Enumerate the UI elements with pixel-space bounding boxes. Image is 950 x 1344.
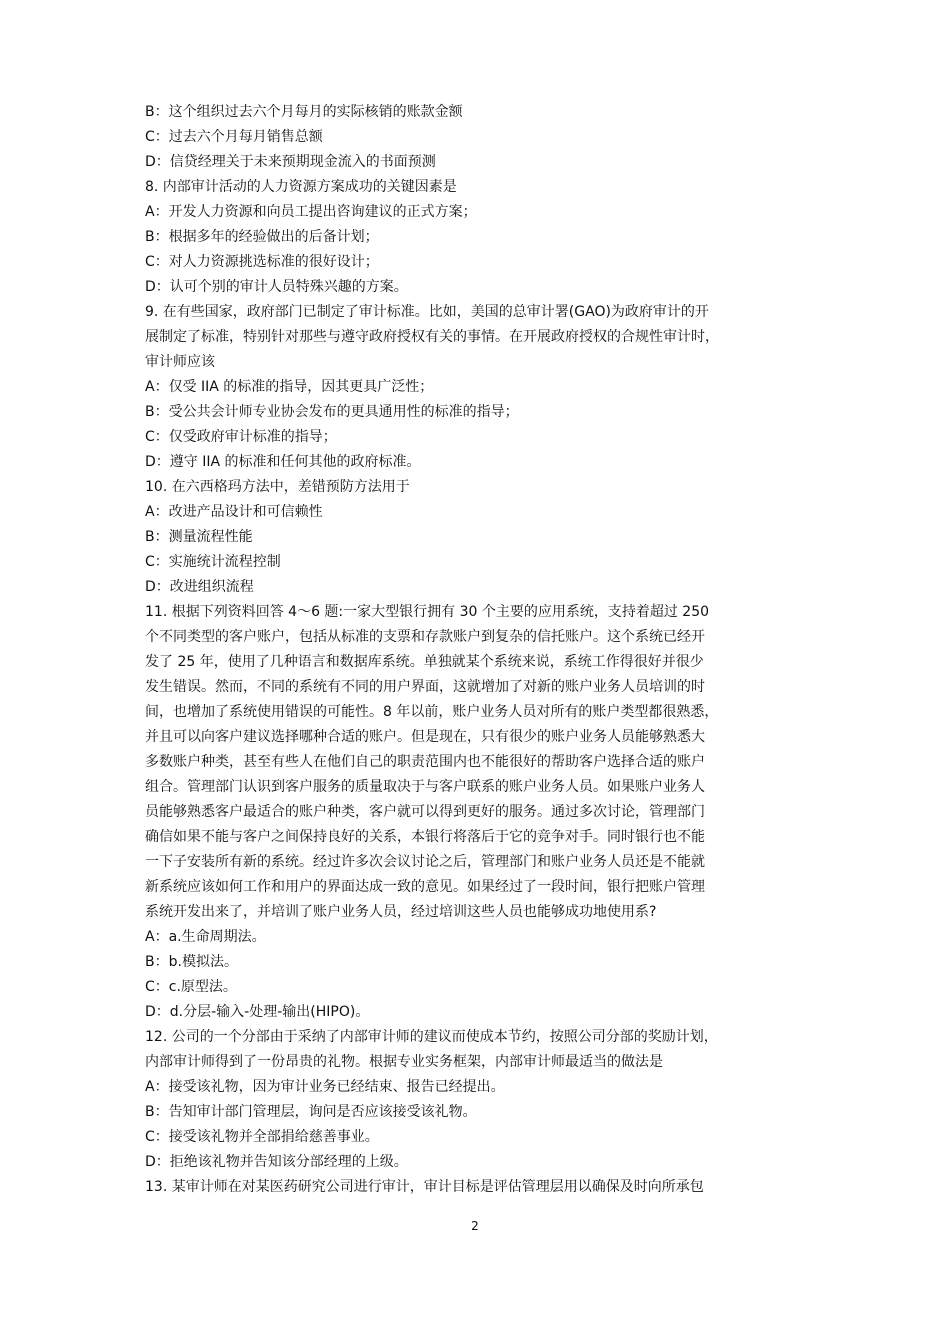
text-line: D：认可个别的审计人员特殊兴趣的方案。	[145, 279, 408, 295]
text-line: 8. 内部审计活动的人力资源方案成功的关键因素是	[145, 179, 457, 195]
text-line: 内部审计师得到了一份昂贵的礼物。根据专业实务框架，内部审计师最适当的做法是	[145, 1054, 663, 1070]
text-line: C：仅受政府审计标准的指导；	[145, 429, 337, 445]
text-line: 间，也增加了系统使用错误的可能性。8 年以前，账户业务人员对所有的账户类型都很熟悉，	[145, 704, 719, 720]
text-line: B：这个组织过去六个月每月的实际核销的账款金额	[145, 104, 463, 120]
text-line: 一下子安装所有新的系统。经过许多次会议讨论之后，管理部门和账户业务人员还是不能就	[145, 854, 705, 870]
text-line: 10. 在六西格玛方法中，差错预防方法用于	[145, 479, 410, 495]
text-line: 13. 某审计师在对某医药研究公司进行审计，审计目标是评估管理层用以确保及时向所承包	[145, 1179, 704, 1195]
text-line: D：改进组织流程	[145, 579, 254, 595]
text-line: 审计师应该	[145, 354, 215, 370]
text-line: D：遵守 IIA 的标准和任何其他的政府标准。	[145, 454, 421, 470]
text-line: A：a.生命周期法。	[145, 929, 266, 945]
page-number: 2	[471, 1219, 479, 1233]
text-line: 并且可以向客户建议选择哪种合适的账户。但是现在，只有很少的账户业务人员能够熟悉大	[145, 729, 705, 745]
text-line: B：告知审计部门管理层，询问是否应该接受该礼物。	[145, 1104, 477, 1120]
text-line: C：过去六个月每月销售总额	[145, 129, 323, 145]
text-line: 多数账户种类，甚至有些人在他们自己的职责范围内也不能很好的帮助客户选择合适的账户	[145, 754, 705, 770]
text-line: A：改进产品设计和可信赖性	[145, 504, 323, 520]
text-line: 11. 根据下列资料回答 4～6 题:一家大型银行拥有 30 个主要的应用系统，支持着超过 250	[145, 604, 710, 620]
text-line: 个不同类型的客户账户，包括从标准的支票和存款账户到复杂的信托账户。这个系统已经开	[145, 629, 705, 645]
text-line: 9. 在有些国家，政府部门已制定了审计标准。比如，美国的总审计署(GAO)为政府审计的开	[145, 304, 709, 320]
text-line: C：接受该礼物并全部捐给慈善事业。	[145, 1129, 379, 1145]
text-line: B：受公共会计师专业协会发布的更具通用性的标准的指导；	[145, 404, 519, 420]
text-line: 12. 公司的一个分部由于采纳了内部审计师的建议而使成本节约，按照公司分部的奖励计划，	[145, 1029, 718, 1045]
text-line: 系统开发出来了，并培训了账户业务人员，经过培训这些人员也能够成功地使用系?	[145, 904, 657, 920]
text-line: D：拒绝该礼物并告知该分部经理的上级。	[145, 1154, 408, 1170]
text-line: 组合。管理部门认识到客户服务的质量取决于与客户联系的账户业务人员。如果账户业务人	[145, 779, 705, 795]
text-line: 发了 25 年，使用了几种语言和数据库系统。单独就某个系统来说，系统工作得很好并很少	[145, 654, 704, 670]
text-line: 员能够熟悉客户最适合的账户种类，客户就可以得到更好的服务。通过多次讨论，管理部门	[145, 804, 705, 820]
text-line: C：实施统计流程控制	[145, 554, 281, 570]
document-body	[145, 100, 815, 1200]
text-line: A：接受该礼物，因为审计业务已经结束、报告已经提出。	[145, 1079, 505, 1095]
text-line: D：信贷经理关于未来预期现金流入的书面预测	[145, 154, 436, 170]
text-line: 确信如果不能与客户之间保持良好的关系，本银行将落后于它的竞争对手。同时银行也不能	[145, 829, 705, 845]
text-line: B：b.模拟法。	[145, 954, 238, 970]
text-line: 展制定了标准，特别针对那些与遵守政府授权有关的事情。在开展政府授权的合规性审计时，	[145, 329, 719, 345]
text-line: B：根据多年的经验做出的后备计划；	[145, 229, 379, 245]
text-line: A：仅受 IIA 的标准的指导，因其更具广泛性；	[145, 379, 434, 395]
text-line: 新系统应该如何工作和用户的界面达成一致的意见。如果经过了一段时间，银行把账户管理	[145, 879, 705, 895]
text-line: 发生错误。然而，不同的系统有不同的用户界面，这就增加了对新的账户业务人员培训的时	[145, 679, 705, 695]
text-line: C：c.原型法。	[145, 979, 237, 995]
text-line: C：对人力资源挑选标准的很好设计；	[145, 254, 379, 270]
text-line: D：d.分层-输入-处理-输出(HIPO)。	[145, 1004, 370, 1020]
text-line: B：测量流程性能	[145, 529, 253, 545]
text-line: A：开发人力资源和向员工提出咨询建议的正式方案；	[145, 204, 477, 220]
